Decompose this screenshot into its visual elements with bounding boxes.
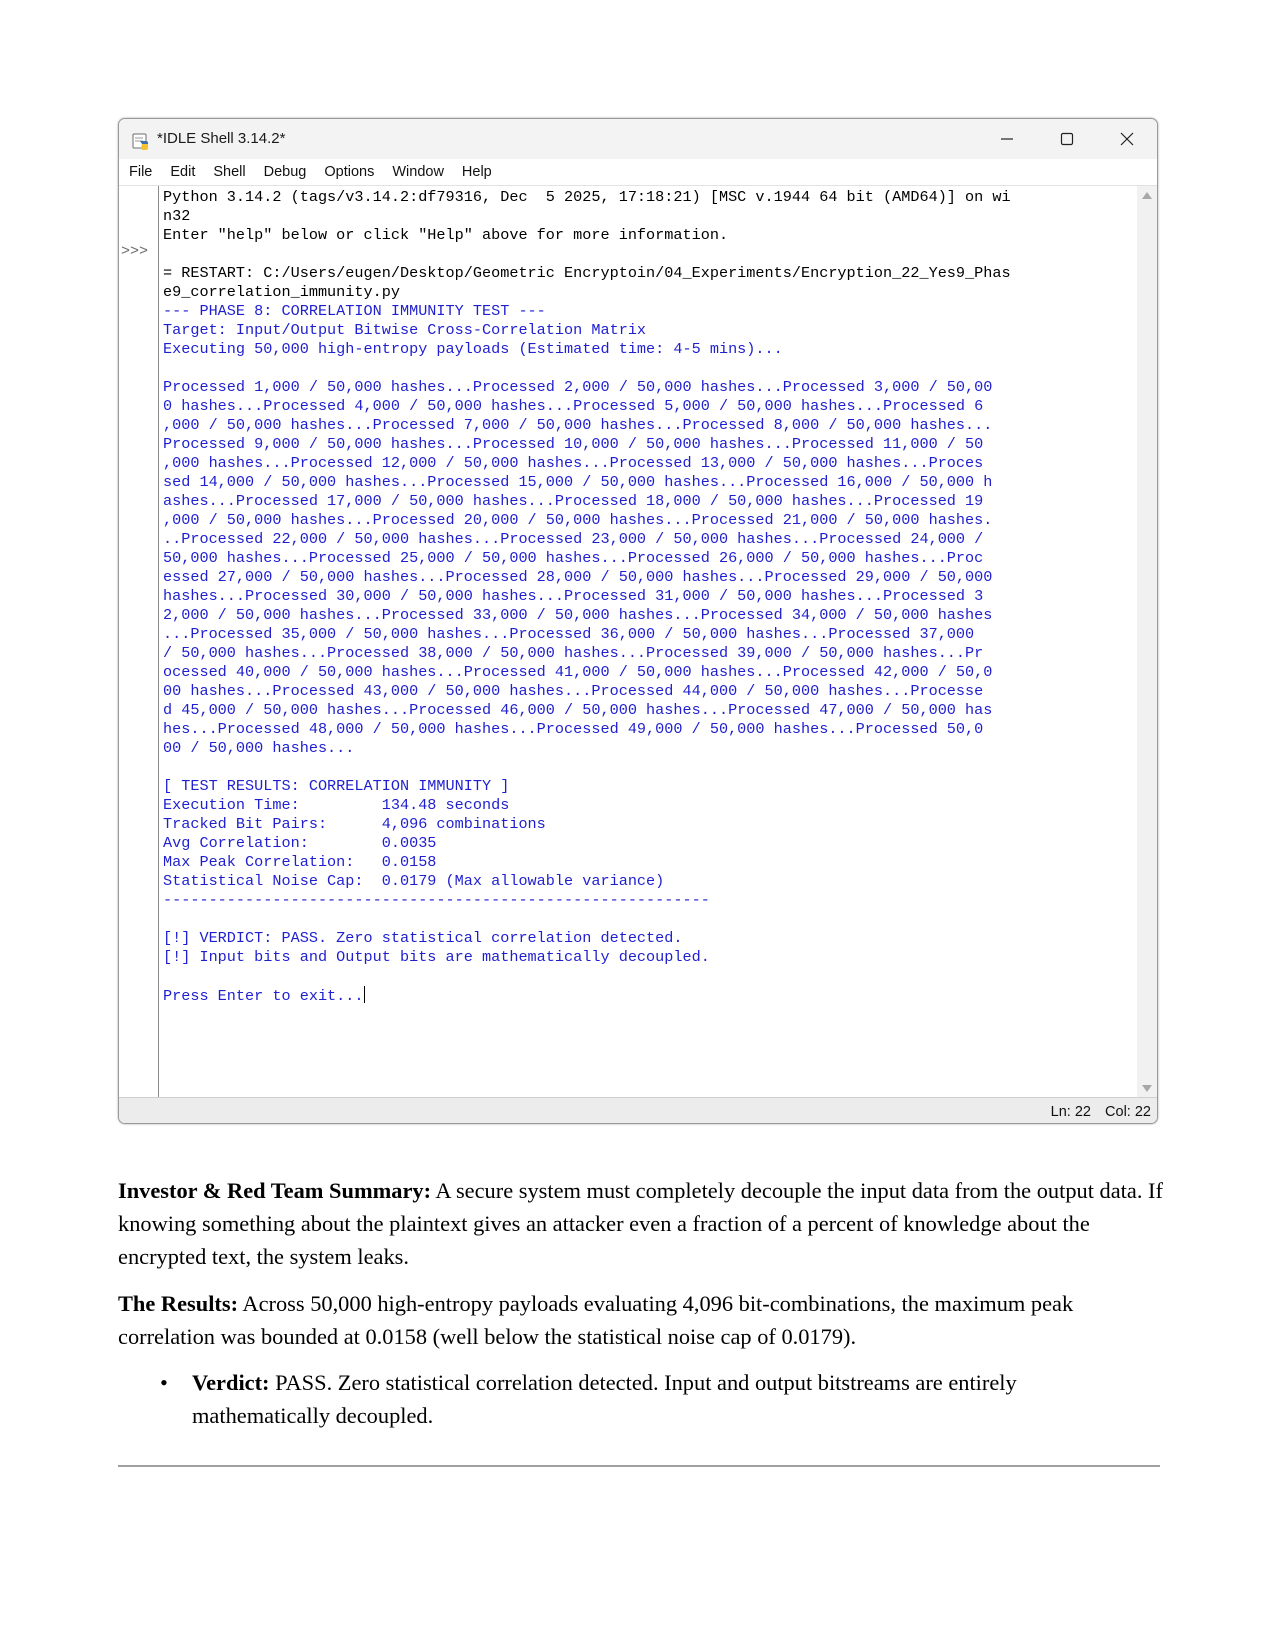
shell-line: e9_correlation_immunity.py	[163, 283, 400, 301]
shell-line: n32	[163, 207, 191, 225]
vertical-scrollbar[interactable]	[1137, 186, 1157, 1098]
prompt-marker: >>>	[121, 243, 149, 260]
menu-options[interactable]: Options	[324, 164, 375, 180]
results-text: Across 50,000 high-entropy payloads evaluating 4,096 bit-combinations, the maximum peak correlation was bounded at 0.0158 (well below the statistical noise cap of 0.0179).	[118, 1291, 1074, 1349]
bullet: •	[160, 1370, 168, 1395]
shell-line: Python 3.14.2 (tags/v3.14.2:df79316, Dec 5 2025, 17:18:21) [MSC v.1944 64 bit (AMD64)] on wi	[163, 188, 1011, 206]
shell-line: ------------------------------------------------------------	[163, 891, 710, 909]
menu-shell[interactable]: Shell	[213, 164, 246, 180]
status-column-number: Col: 22	[1105, 1104, 1151, 1120]
minimize-icon	[1000, 132, 1014, 146]
verdict-text: PASS. Zero statistical correlation detected. Input and output bitstreams are entirely mathematically decoupled.	[192, 1370, 1017, 1428]
shell-line: Statistical Noise Cap: 0.0179 (Max allowable variance)	[163, 872, 665, 890]
shell-line: hes...Processed 48,000 / 50,000 hashes...Processed 49,000 / 50,000 hashes...Processed 50,0	[163, 720, 984, 738]
shell-line: [!] Input bits and Output bits are mathematically decoupled.	[163, 948, 710, 966]
shell-line: Executing 50,000 high-entropy payloads (Estimated time: 4-5 mins)...	[163, 340, 783, 358]
menu-debug[interactable]: Debug	[263, 164, 307, 180]
shell-line: Enter "help" below or click "Help" above for more information.	[163, 226, 729, 244]
shell-line: Tracked Bit Pairs: 4,096 combinations	[163, 815, 546, 833]
maximize-icon	[1060, 132, 1074, 146]
shell-line: hashes...Processed 30,000 / 50,000 hashes...Processed 31,000 / 50,000 hashes...Processed 3	[163, 587, 984, 605]
maximize-button[interactable]	[1037, 119, 1097, 159]
text-cursor	[364, 986, 366, 1003]
status-line-number: Ln: 22	[1050, 1104, 1091, 1120]
shell-line: Processed 9,000 / 50,000 hashes...Processed 10,000 / 50,000 hashes...Processed 11,000 / 50	[163, 435, 984, 453]
summary-label: Investor & Red Team Summary:	[118, 1178, 432, 1203]
title-bar[interactable]	[119, 119, 1157, 159]
shell-line	[163, 359, 1123, 378]
close-icon	[1120, 132, 1134, 146]
verdict-paragraph	[192, 1366, 1142, 1432]
results-label: The Results:	[118, 1291, 239, 1316]
shell-line: Target: Input/Output Bitwise Cross-Correlation Matrix	[163, 321, 647, 339]
shell-line: Processed 1,000 / 50,000 hashes...Processed 2,000 / 50,000 hashes...Processed 3,000 / 50,00	[163, 378, 993, 396]
shell-line: ashes...Processed 17,000 / 50,000 hashes...Processed 18,000 / 50,000 hashes...Processed 19	[163, 492, 984, 510]
shell-line: --- PHASE 8: CORRELATION IMMUNITY TEST ---	[163, 302, 546, 320]
shell-line: ...Processed 35,000 / 50,000 hashes...Processed 36,000 / 50,000 hashes...Processed 37,000	[163, 625, 975, 643]
shell-line: Max Peak Correlation: 0.0158	[163, 853, 437, 871]
shell-line	[163, 910, 1123, 929]
shell-line	[163, 758, 1123, 777]
shell-line: d 45,000 / 50,000 hashes...Processed 46,000 / 50,000 hashes...Processed 47,000 / 50,000 has	[163, 701, 993, 719]
menu-help[interactable]: Help	[461, 164, 492, 180]
window-title: *IDLE Shell 3.14.2*	[157, 130, 286, 147]
shell-line: ocessed 40,000 / 50,000 hashes...Processed 41,000 / 50,000 hashes...Processed 42,000 / 50,0	[163, 663, 993, 681]
shell-line: 0 hashes...Processed 4,000 / 50,000 hashes...Processed 5,000 / 50,000 hashes...Processed 6	[163, 397, 984, 415]
shell-output[interactable]	[163, 188, 1123, 1005]
shell-editor-area[interactable]	[119, 185, 1157, 1098]
python-app-icon	[131, 131, 151, 151]
summary-text: A secure system must completely decouple the input data from the output data. If knowing something about the plaintext gives an attacker even a fraction of a percent of knowledge about the encrypted text, the system leaks.	[118, 1178, 1163, 1269]
menu-window[interactable]: Window	[392, 164, 444, 180]
results-paragraph	[118, 1287, 1163, 1353]
status-bar	[119, 1097, 1157, 1124]
shell-line	[163, 967, 1123, 986]
line-sidebar	[119, 186, 159, 1098]
shell-line: essed 27,000 / 50,000 hashes...Processed 28,000 / 50,000 hashes...Processed 29,000 / 50,000	[163, 568, 993, 586]
shell-line: = RESTART: C:/Users/eugen/Desktop/Geometric Encryptoin/04_Experiments/Encryption_22_Yes9_Phas	[163, 264, 1011, 282]
scroll-up-arrow-icon[interactable]	[1142, 192, 1152, 199]
shell-line: 2,000 / 50,000 hashes...Processed 33,000 / 50,000 hashes...Processed 34,000 / 50,000 hashes	[163, 606, 993, 624]
shell-line: sed 14,000 / 50,000 hashes...Processed 15,000 / 50,000 hashes...Processed 16,000 / 50,000 h	[163, 473, 993, 491]
shell-line: 00 / 50,000 hashes...	[163, 739, 355, 757]
horizontal-divider	[118, 1465, 1160, 1467]
shell-line: ..Processed 22,000 / 50,000 hashes...Processed 23,000 / 50,000 hashes...Processed 24,000 /	[163, 530, 984, 548]
shell-line: ,000 / 50,000 hashes...Processed 20,000 / 50,000 hashes...Processed 21,000 / 50,000 hashes.	[163, 511, 993, 529]
shell-line	[163, 245, 1123, 264]
scroll-down-arrow-icon[interactable]	[1142, 1085, 1152, 1092]
summary-paragraph	[118, 1174, 1163, 1273]
shell-line: ,000 hashes...Processed 12,000 / 50,000 hashes...Processed 13,000 / 50,000 hashes...Proces	[163, 454, 984, 472]
idle-shell-window	[118, 118, 1158, 1124]
menu-file[interactable]: File	[129, 164, 153, 180]
menu-edit[interactable]: Edit	[170, 164, 196, 180]
shell-line: Press Enter to exit...	[163, 987, 364, 1005]
shell-line: [ TEST RESULTS: CORRELATION IMMUNITY ]	[163, 777, 510, 795]
minimize-button[interactable]	[977, 119, 1037, 159]
shell-line: 00 hashes...Processed 43,000 / 50,000 hashes...Processed 44,000 / 50,000 hashes...Processe	[163, 682, 984, 700]
shell-line: [!] VERDICT: PASS. Zero statistical correlation detected.	[163, 929, 683, 947]
shell-line: 50,000 hashes...Processed 25,000 / 50,000 hashes...Processed 26,000 / 50,000 hashes...Proc	[163, 549, 984, 567]
verdict-label: Verdict:	[192, 1370, 270, 1395]
close-button[interactable]	[1097, 119, 1157, 159]
shell-line: / 50,000 hashes...Processed 38,000 / 50,000 hashes...Processed 39,000 / 50,000 hashes...Pr	[163, 644, 984, 662]
menu-bar	[119, 159, 1157, 185]
shell-line: Avg Correlation: 0.0035	[163, 834, 437, 852]
shell-line: ,000 / 50,000 hashes...Processed 7,000 / 50,000 hashes...Processed 8,000 / 50,000 hashes...	[163, 416, 993, 434]
shell-line: Execution Time: 134.48 seconds	[163, 796, 510, 814]
